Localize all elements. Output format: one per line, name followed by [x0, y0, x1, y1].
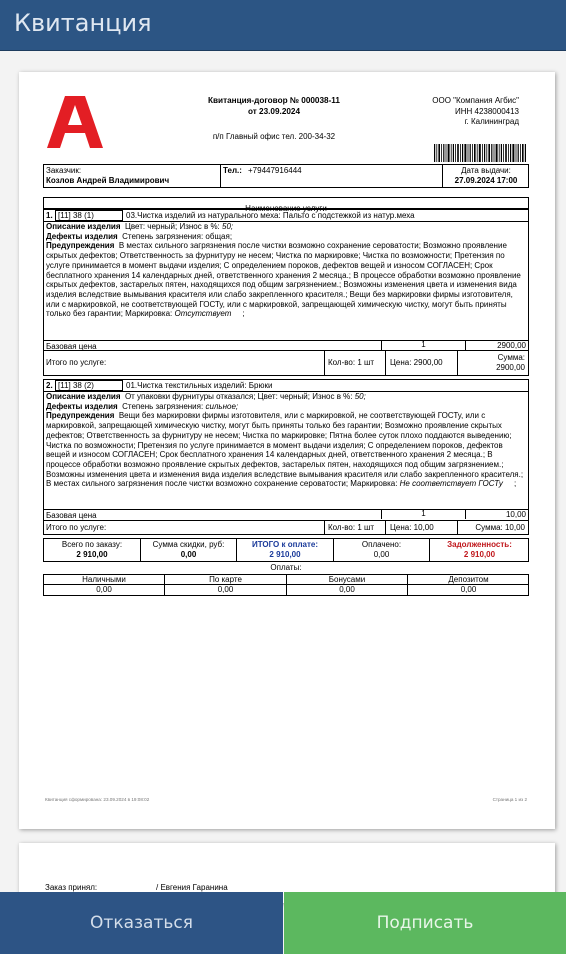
payment-cash-value: 0,00	[96, 585, 112, 594]
base-qty: 1	[421, 340, 426, 349]
base-sum: 2900,00	[497, 341, 526, 350]
item-name: 01.Чистка текстильных изделий: Брюки	[126, 381, 273, 390]
phone-label: Тел.:	[223, 166, 242, 175]
item-sum-label: Сумма:	[497, 353, 525, 362]
base-sum: 10,00	[505, 510, 526, 519]
base-qty: 1	[421, 509, 426, 518]
item-total-label: Итого по услуге:	[46, 358, 107, 367]
discount-label: Сумма скидки, руб:	[152, 540, 225, 549]
office-info: п/п Главный офис тел. 200-34-32	[212, 132, 336, 141]
payment-col-bonus: Бонусами	[328, 575, 366, 584]
top-bar	[0, 0, 566, 51]
company-city: г. Калининград	[464, 117, 519, 126]
page-number: Страница 1 из 2	[492, 797, 527, 802]
payment-col-card: По карте	[209, 575, 242, 584]
total-order-value: 2 910,00	[76, 550, 108, 559]
letter-a-logo	[47, 96, 103, 148]
item-number: 1.	[46, 211, 53, 220]
doc-header	[169, 96, 379, 117]
base-price-label: Базовая цена	[46, 511, 97, 520]
item-price: Цена: 10,00	[390, 523, 434, 532]
company-inn: ИНН 4238000413	[454, 106, 519, 116]
item-details: Описание изделия От упаковки фурнитуры отказался; Цвет: черный; Износ в %: 50; Дефекты изделия Степень загрязнения: сильное; Предупреждения Вещи без маркировки фирмы изготовителя, или с маркировкой, не соответствующей ГОСТу, или с маркировкой, запрещающей химическую чистку, могут быть приняты только без гарантии; Возможно проявление скрытых дефектов; Ответственность за фурнитуру не несем; Чистка по маркировке; Пятна более суток плохо поддаются выведению; Чистка по возможности; Претензия по услуге принимается в момент выдачи изделия; С определением пороков, дефектов вещей и износом СОГЛАСЕН; Срок бесплатного хранения 14 календарных дней, ответственного хранения 2 месяца.; В процессе обработки возможно проявление скрытых дефектов, застарелых пятен, находящихся под общим загрязнением.; Возможны изменения цвета и изменения вида изделия вследствие вымывания красителя или слабо закрепленного красителя.; В местах сильного загрязнения после чистки возможно сохранение сероватости; Маркировка: Не соответствует ГОСТу ;	[46, 392, 524, 489]
payment-card-value: 0,00	[217, 585, 234, 594]
item-sum: Сумма: 10,00	[475, 523, 525, 532]
barcode	[434, 144, 526, 162]
accepted-by-name: / Евгения Гаранина	[156, 883, 228, 892]
receipt-page-1[interactable]	[19, 72, 555, 829]
sign-button[interactable]: Подписать	[284, 892, 566, 954]
item-name: 03.Чистка изделий из натурального меха: Пальто с подстежкой из натур.меха	[126, 211, 415, 220]
discount-value: 0,00	[180, 550, 197, 559]
payments-title: Оплаты:	[270, 563, 302, 572]
formed-timestamp: Квитанция сформирована: 23.09.2024 в 19:08:02	[45, 797, 150, 802]
customer-name: Козлов Андрей Владимирович	[46, 176, 170, 185]
item-total-label: Итого по услуге:	[46, 523, 107, 532]
customer-label: Заказчик:	[46, 166, 82, 175]
paid-label: Оплачено:	[361, 540, 402, 549]
accepted-by-label: Заказ принял:	[45, 883, 98, 892]
debt-label: Задолженность:	[447, 540, 512, 549]
paid-value: 0,00	[373, 550, 390, 559]
to-pay-label: ИТОГО к оплате:	[251, 540, 319, 549]
item-qty: Кол-во: 1 шт	[328, 523, 375, 532]
item-code: [11] 38 (1)	[58, 211, 94, 220]
issue-date: 27.09.2024 17:00	[454, 176, 518, 185]
services-header: Наименование услуги	[43, 197, 529, 209]
item-number: 2.	[46, 381, 53, 390]
item-price: Цена: 2900,00	[390, 358, 443, 367]
payment-col-deposit: Депозитом	[448, 575, 489, 584]
screen-title: Квитанция	[14, 9, 152, 37]
company-info	[432, 96, 519, 128]
total-order-label: Всего по заказу:	[61, 540, 123, 549]
issue-date-label: Дата выдачи:	[461, 166, 511, 175]
item-qty: Кол-во: 1 шт	[328, 358, 375, 367]
payment-col-cash: Наличными	[82, 575, 126, 584]
doc-title: Квитанция-договор № 000038-11	[208, 96, 340, 105]
company-name: ООО "Компания Агбис"	[432, 96, 519, 105]
item-code: [11] 38 (2)	[58, 381, 94, 390]
base-price-label: Базовая цена	[46, 342, 97, 351]
to-pay-value: 2 910,00	[269, 550, 301, 559]
customer-phone: +79447916444	[248, 166, 302, 175]
item-sum: 2900,00	[496, 363, 525, 372]
cancel-button[interactable]: Отказаться	[0, 892, 283, 954]
payment-bonus-value: 0,00	[339, 585, 355, 594]
payment-deposit-value: 0,00	[460, 585, 477, 594]
debt-value: 2 910,00	[463, 550, 496, 559]
doc-date: от 23.09.2024	[247, 106, 301, 116]
item-details: Описание изделия Цвет: черный; Износ в %: 50; Дефекты изделия Степень загрязнения: общая; Предупреждения В местах сильного загрязнения после чистки возможно сохранение сероватости; Возможно проявление скрытых дефектов; Ответственность за фурнитуру не несем; Чистка по маркировке; Чистка по возможности; Претензия по услуге принимается в момент выдачи изделия; С определением пороков, дефектов вещей и износом СОГЛАСЕН; Срок бесплатного хранения 14 календарных дней, ответственного хранения 2 месяца.; В процессе обработки возможно проявление скрытых дефектов, застарелых пятен, находящихся под общим загрязнением.; Возможны изменения цвета и изменения вида изделия вследствие вымывания красителя или слабо закрепленного красителя.; Вещи без маркировки фирмы изготовителя, или с маркировкой, не соответствующей ГОСТу, или с маркировкой, запрещающей химическую чистку, могут быть приняты только без гарантии; Маркировка: Отсутствует ;	[46, 222, 521, 319]
